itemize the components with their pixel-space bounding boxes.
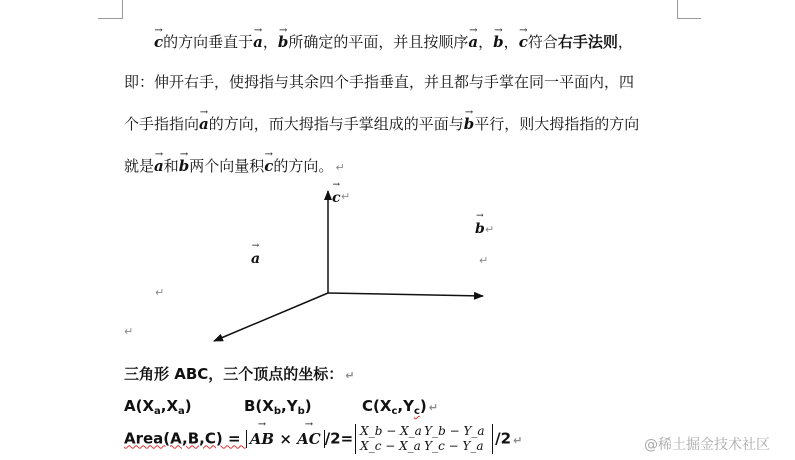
vertex-c-coordinate[interactable]: $C(X_c,Y_c)$ ↵	[362, 397, 438, 417]
area-formula[interactable]: Area(A,B,C) = → AB × → AC /2= X_b − X_a Y_b − Y_a X_c − X_a Y_c − Y_a /2 ↵	[124, 424, 522, 454]
paragraph-line-1[interactable]: → c的方向垂直于→ a，→ b所确定的平面，并且按顺序→ a，→ b，→ c符合右手法则，	[124, 32, 714, 52]
watermark: @稀土掘金技术社区	[644, 437, 770, 453]
cross-product-magnitude: → AB × → AC	[246, 430, 325, 448]
area-label: Area(A,B,C) =	[124, 429, 246, 448]
vector-a-symbol: → a	[253, 32, 263, 52]
diagram-label-a: → a	[251, 241, 261, 267]
vector-b-symbol: → b	[464, 114, 475, 134]
vector-b-symbol: → b	[493, 32, 504, 52]
vector-a-symbol: → a	[199, 114, 209, 134]
vector-b-symbol: → b	[179, 156, 190, 176]
vector-a-axis	[214, 293, 328, 341]
paragraph-mark: ↵	[479, 254, 489, 267]
paragraph-mark: ↵	[335, 161, 345, 174]
diagram-label-b: → b	[475, 211, 485, 237]
paragraph-mark: ↵	[155, 286, 165, 299]
vertex-b-coordinate[interactable]: $B(X_b,Y_b)$	[244, 397, 312, 417]
vector-c-symbol: → c	[264, 156, 273, 176]
paragraph-line-2[interactable]: 即：伸开右手，使拇指与其余四个手指垂直，并且都与手掌在同一平面内，四	[124, 73, 635, 91]
vertex-a-coordinate[interactable]: $A(X_a,X_a)$	[124, 397, 192, 417]
right-hand-rule-text: 右手法则	[557, 33, 618, 51]
vector-c-symbol: → c	[154, 32, 163, 52]
paragraph-mark: ↵	[341, 190, 351, 203]
paragraph-line-4[interactable]: 就是→ a和→ b两个向量积→ c的方向。 ↵	[124, 156, 684, 178]
vector-b-symbol: → b	[278, 32, 289, 52]
determinant: X_b − X_a Y_b − Y_a X_c − X_a Y_c − Y_a	[355, 424, 493, 454]
paragraph-mark: ↵	[124, 325, 134, 338]
diagram-label-c: → c	[332, 180, 341, 206]
vector-b-axis	[328, 293, 483, 296]
paragraph-line-3[interactable]: 个手指指向→ a的方向，而大拇指与手掌组成的平面与→ b平行，则大拇指指的方向	[124, 114, 684, 134]
vector-c-symbol: → c	[519, 32, 528, 52]
triangle-heading[interactable]: 三角形 ABC，三个顶点的坐标： ↵	[124, 365, 355, 383]
paragraph-mark: ↵	[485, 223, 495, 236]
vector-a-symbol: → a	[468, 32, 478, 52]
vector-a-symbol: → a	[154, 156, 164, 176]
